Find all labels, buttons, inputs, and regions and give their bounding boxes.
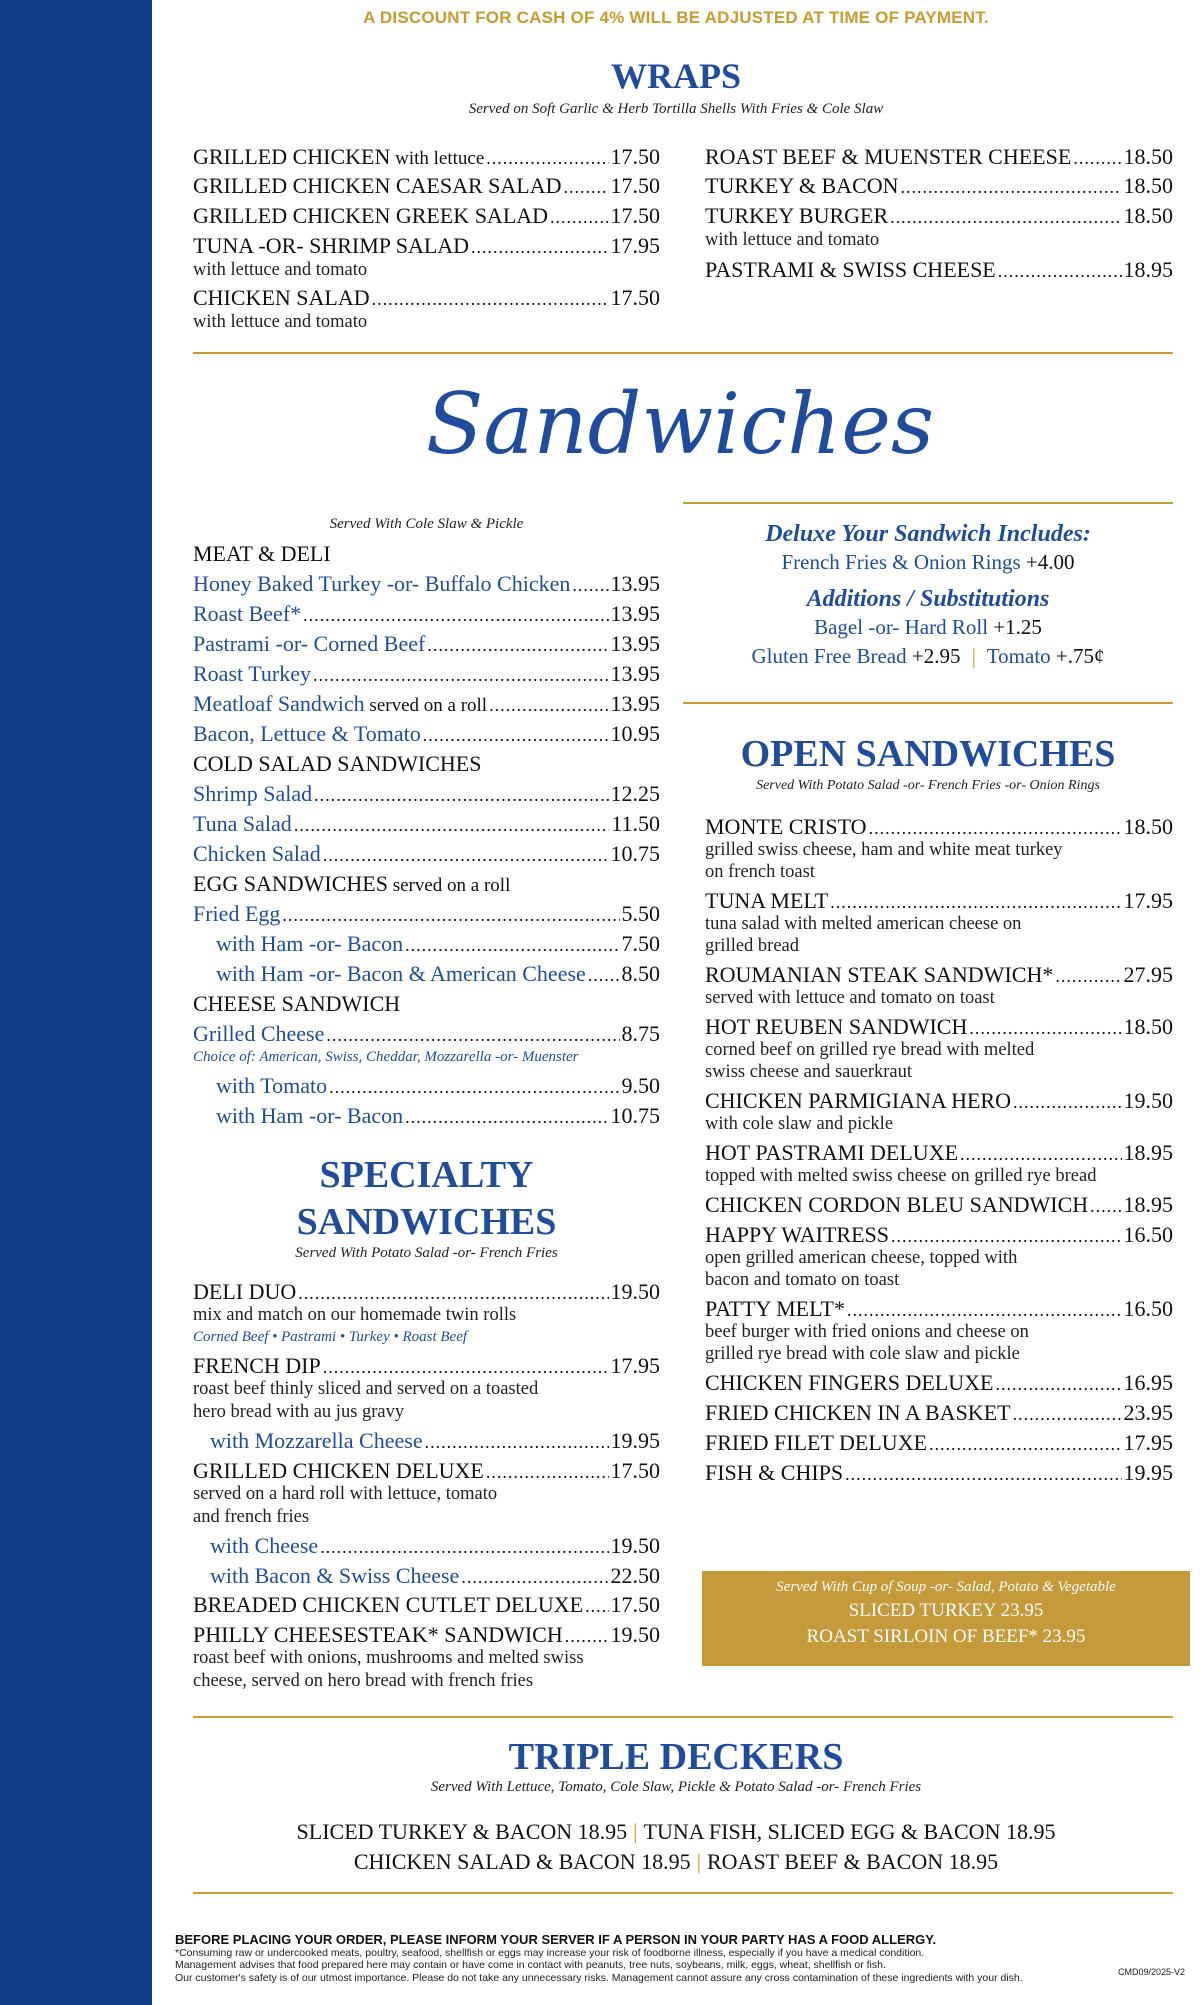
menu-item: HOT PASTRAMI DELUXE ..... 18.95 xyxy=(705,1142,1173,1164)
cheese-choice-note: Choice of: American, Swiss, Cheddar, Mozzarella -or- Muenster xyxy=(193,1049,579,1065)
divider xyxy=(193,1892,1173,1894)
specialty-title: SPECIALTY xyxy=(319,1154,534,1196)
item-description: topped with melted swiss cheese on grilled rye bread xyxy=(705,1166,1097,1186)
footer-line: *Consuming raw or undercooked meats, poultry, seafood, shellfish or eggs may increase your risk of foodborne illness, especially if you have a medical condition. xyxy=(175,1947,925,1959)
item-description: with lettuce and tomato xyxy=(193,260,368,280)
special-tagline: Served With Cup of Soup -or- Salad, Potato & Vegetable xyxy=(776,1579,1116,1595)
item-description: roast beef thinly sliced and served on a toasted xyxy=(193,1379,539,1399)
divider xyxy=(683,702,1173,704)
menu-item: GRILLED CHICKEN DELUXE ..... 17.50 xyxy=(193,1460,660,1482)
triple-deckers-subtitle: Served With Lettuce, Tomato, Cole Slaw, Pickle & Potato Salad -or- French Fries xyxy=(430,1779,922,1795)
menu-item: DELI DUO ..... 19.50 xyxy=(193,1281,660,1303)
specialty-subtitle: Served With Potato Salad -or- French Fries xyxy=(295,1245,558,1261)
menu-item: with Cheese ..... 19.50 xyxy=(210,1535,660,1557)
menu-item: FRENCH DIP ..... 17.95 xyxy=(193,1355,660,1377)
gluten-line: Gluten Free Bread +2.95 | Tomato +.75¢ xyxy=(751,644,1105,668)
divider xyxy=(193,352,1173,354)
cash-discount-notice: A DISCOUNT FOR CASH OF 4% WILL BE ADJUSTED AT TIME OF PAYMENT. xyxy=(363,8,989,27)
allergy-footer xyxy=(175,1932,1185,1984)
menu-item: Tuna Salad ..... 11.50 xyxy=(193,813,660,835)
item-description: tuna salad with melted american cheese on xyxy=(705,914,1022,934)
item-description: and french fries xyxy=(193,1507,310,1527)
dinner-special-box xyxy=(702,1571,1190,1666)
open-sandwiches-title: OPEN SANDWICHES xyxy=(740,733,1116,775)
item-description: grilled swiss cheese, ham and white meat turkey xyxy=(705,840,1063,860)
menu-item: TURKEY & BACON ..... 18.50 xyxy=(705,175,1173,197)
menu-item: FRIED CHICKEN IN A BASKET ..... 23.95 xyxy=(705,1402,1173,1424)
menu-item: TUNA MELT ..... 17.95 xyxy=(705,890,1173,912)
item-description: on french toast xyxy=(705,862,815,882)
menu-item: Roast Turkey ..... 13.95 xyxy=(193,663,660,685)
menu-item: HAPPY WAITRESS ..... 16.50 xyxy=(705,1224,1173,1246)
menu-item: CHICKEN PARMIGIANA HERO ..... 19.50 xyxy=(705,1090,1173,1112)
menu-item: with Ham -or- Bacon ..... 7.50 xyxy=(216,933,660,955)
divider xyxy=(683,502,1173,504)
menu-item: GRILLED CHICKEN GREEK SALAD ..... 17.50 xyxy=(193,205,660,227)
menu-item: PASTRAMI & SWISS CHEESE ..... 18.95 xyxy=(705,259,1173,281)
category-label: EGG SANDWICHES served on a roll xyxy=(193,871,511,896)
item-description: cheese, served on hero bread with french fries xyxy=(193,1671,534,1691)
menu-item: PHILLY CHEESESTEAK* SANDWICH ..... 19.50 xyxy=(193,1624,660,1646)
sandwiches-subtitle: Served With Cole Slaw & Pickle xyxy=(329,516,524,532)
menu-item: Meatloaf Sandwich served on a roll ..... 13.95 xyxy=(193,693,660,715)
item-description: with cole slaw and pickle xyxy=(705,1114,894,1134)
specialty-title: SANDWICHES xyxy=(296,1201,557,1243)
special-line: SLICED TURKEY 23.95 xyxy=(848,1600,1044,1621)
triple-deckers-row: CHICKEN SALAD & BACON 18.95 | ROAST BEEF & BACON 18.95 xyxy=(353,1849,999,1874)
menu-item: Chicken Salad ..... 10.75 xyxy=(193,843,660,865)
menu-item: with Bacon & Swiss Cheese ..... 22.50 xyxy=(210,1565,660,1587)
category-label: MEAT & DELI xyxy=(193,541,331,566)
menu-item: Pastrami -or- Corned Beef ..... 13.95 xyxy=(193,633,660,655)
menu-item: GRILLED CHICKEN with lettuce ..... 17.50 xyxy=(193,146,660,168)
item-description: served with lettuce and tomato on toast xyxy=(705,988,995,1008)
deluxe-line: French Fries & Onion Rings +4.00 xyxy=(781,550,1075,574)
menu-item: CHICKEN CORDON BLEU SANDWICH ..... 18.95 xyxy=(705,1194,1173,1216)
item-description: bacon and tomato on toast xyxy=(705,1270,900,1290)
menu-item: Roast Beef* ..... 13.95 xyxy=(193,603,660,625)
menu-item: Honey Baked Turkey -or- Buffalo Chicken ..... 13.95 xyxy=(193,573,660,595)
item-description: corned beef on grilled rye bread with melted xyxy=(705,1040,1035,1060)
item-description: grilled bread xyxy=(705,936,799,956)
menu-item: Fried Egg ..... 5.50 xyxy=(193,903,660,925)
item-description: with lettuce and tomato xyxy=(193,312,368,332)
item-description: beef burger with fried onions and cheese on xyxy=(705,1322,1029,1342)
menu-item: ROAST BEEF & MUENSTER CHEESE ..... 18.50 xyxy=(705,146,1173,168)
item-description: served on a hard roll with lettuce, tomato xyxy=(193,1484,498,1504)
menu-item: BREADED CHICKEN CUTLET DELUXE ..... 17.50 xyxy=(193,1594,660,1616)
menu-item: ROUMANIAN STEAK SANDWICH* ..... 27.95 xyxy=(705,964,1173,986)
item-description: swiss cheese and sauerkraut xyxy=(705,1062,913,1082)
item-description: open grilled american cheese, topped with xyxy=(705,1248,1018,1268)
menu-item: GRILLED CHICKEN CAESAR SALAD ..... 17.50 xyxy=(193,175,660,197)
bagel-line: Bagel -or- Hard Roll +1.25 xyxy=(814,615,1042,639)
menu-item: FRIED FILET DELUXE ..... 17.95 xyxy=(705,1432,1173,1454)
additions-title: Additions / Substitutions xyxy=(806,586,1050,612)
wraps-title: WRAPS xyxy=(610,56,741,96)
menu-item: CHICKEN SALAD ..... 17.50 xyxy=(193,287,660,309)
menu-item: TUNA -OR- SHRIMP SALAD ..... 17.95 xyxy=(193,235,660,257)
menu-item: FISH & CHIPS ..... 19.95 xyxy=(705,1462,1173,1484)
menu-item: PATTY MELT* ..... 16.50 xyxy=(705,1298,1173,1320)
menu-item: CHICKEN FINGERS DELUXE ..... 16.95 xyxy=(705,1372,1173,1394)
menu-item: Bacon, Lettuce & Tomato ..... 10.95 xyxy=(193,723,660,745)
item-description: hero bread with au jus gravy xyxy=(193,1402,405,1422)
triple-deckers-row: SLICED TURKEY & BACON 18.95 | TUNA FISH, SLICED EGG & BACON 18.95 xyxy=(296,1819,1056,1844)
item-description: grilled rye bread with cole slaw and pickle xyxy=(705,1344,1020,1364)
menu-item: TURKEY BURGER ..... 18.50 xyxy=(705,205,1173,227)
menu-code: CMD09/2025-V2 xyxy=(1117,1967,1185,1977)
svg-text:Sandwiches: Sandwiches xyxy=(425,375,935,473)
menu-item: Grilled Cheese ..... 8.75 xyxy=(193,1023,660,1045)
footer-line: Our customer's safety is of our utmost importance. Please do not take any unnecessary risks. Management cannot assure any cross contamination of these ingredients with your dish. xyxy=(175,1971,1023,1984)
item-description: roast beef with onions, mushrooms and melted swiss xyxy=(193,1648,584,1668)
left-navy-band xyxy=(0,0,152,2005)
item-description: mix and match on our homemade twin rolls xyxy=(193,1305,517,1325)
special-line: ROAST SIRLOIN OF BEEF* 23.95 xyxy=(806,1626,1086,1647)
deli-duo-options: Corned Beef • Pastrami • Turkey • Roast Beef xyxy=(193,1329,468,1345)
allergy-heading: BEFORE PLACING YOUR ORDER, PLEASE INFORM YOUR SERVER IF A PERSON IN YOUR PARTY HAS A FOOD ALLERGY. xyxy=(175,1932,937,1947)
deluxe-info xyxy=(683,522,1173,667)
deluxe-title: Deluxe Your Sandwich Includes: xyxy=(765,521,1091,547)
menu-item: with Tomato ..... 9.50 xyxy=(216,1075,660,1097)
triple-deckers-title: TRIPLE DECKERS xyxy=(508,1736,844,1778)
item-description: with lettuce and tomato xyxy=(705,230,880,250)
menu-item: Shrimp Salad ..... 12.25 xyxy=(193,783,660,805)
category-label: COLD SALAD SANDWICHES xyxy=(193,751,482,776)
menu-item: with Ham -or- Bacon ..... 10.75 xyxy=(216,1105,660,1127)
wraps-subtitle: Served on Soft Garlic & Herb Tortilla Shells With Fries & Cole Slaw xyxy=(468,101,884,117)
category-label: CHEESE SANDWICH xyxy=(193,991,401,1016)
open-sandwiches-subtitle: Served With Potato Salad -or- French Fries -or- Onion Rings xyxy=(756,778,1100,793)
footer-line: Management advises that food prepared here may contain or have come in contact with peanuts, tree nuts, soybeans, milk, eggs, wheat, shellfish or fish. xyxy=(175,1959,886,1972)
menu-item: with Mozzarella Cheese ..... 19.95 xyxy=(210,1430,660,1452)
menu-item: HOT REUBEN SANDWICH ..... 18.50 xyxy=(705,1016,1173,1038)
divider xyxy=(193,1716,1173,1718)
menu-item: with Ham -or- Bacon & American Cheese ..... 8.50 xyxy=(216,963,660,985)
menu-item: MONTE CRISTO ..... 18.50 xyxy=(705,816,1173,838)
sandwiches-script-title xyxy=(420,365,940,495)
